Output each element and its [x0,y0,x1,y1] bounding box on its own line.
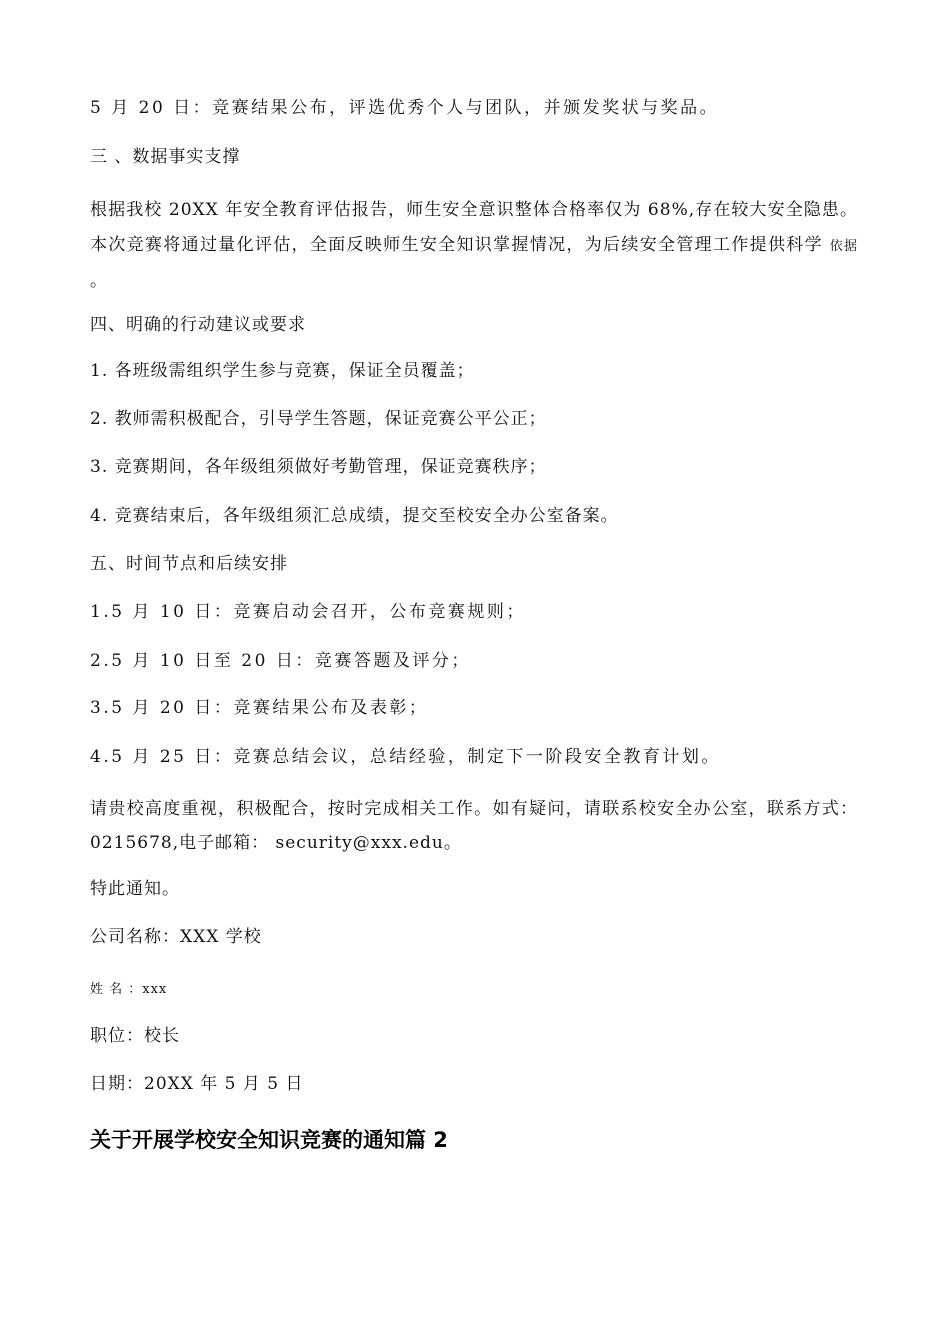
section3-body-end: 。 [90,271,108,291]
signature-company: 公司名称：XXX 学校 [90,927,262,947]
signature-position: 职位：校长 [90,1026,180,1046]
closing-paragraph: 请贵校高度重视，积极配合，按时完成相关工作。如有疑问，请联系校安全办公室，联系方式：0215678,电子邮箱： security@xxx.edu。 [90,799,858,853]
section3-body-text: 根据我校 20XX 年安全教育评估报告，师生安全意识整体合格率仅为 68%,存在较大安全隐患。 本次竞赛将通过量化评估，全面反映师生安全知识掌握情况，为后续安全管理工作提供科学 [90,200,858,255]
section3-body-basis: 依据 [829,239,858,254]
section4-heading: 四、明确的行动建议或要求 [90,315,306,335]
requirement-3: 3. 竞赛期间，各年级组须做好考勤管理，保证竞赛秩序； [90,457,547,477]
notice-end: 特此通知。 [90,879,180,899]
schedule-3: 3.5 月 20 日：竞赛结果公布及表彰； [90,698,429,718]
result-announce-line: 5 月 20 日：竞赛结果公布，评选优秀个人与团队，并颁发奖状与奖品。 [90,98,720,118]
schedule-4: 4.5 月 25 日：竞赛总结会议，总结经验，制定下一阶段安全教育计划。 [90,747,721,767]
signature-name: 姓 名 ：xxx [90,982,168,997]
next-section-title: 关于开展学校安全知识竞赛的通知篇 2 [90,1128,448,1152]
requirement-1: 1. 各班级需组织学生参与竞赛，保证全员覆盖； [90,361,475,381]
schedule-1: 1.5 月 10 日：竞赛启动会召开，公布竞赛规则； [90,602,526,622]
requirement-4: 4. 竞赛结束后，各年级组须汇总成绩，提交至校安全办公室备案。 [90,506,619,526]
signature-date: 日期：20XX 年 5 月 5 日 [90,1074,304,1094]
section3-heading: 三 、数据事实支撑 [90,147,241,167]
requirement-2: 2. 教师需积极配合，引导学生答题，保证竞赛公平公正； [90,409,547,429]
section5-heading: 五、时间节点和后续安排 [90,554,288,574]
schedule-2: 2.5 月 10 日至 20 日：竞赛答题及评分； [90,651,471,671]
section3-body [90,193,858,299]
